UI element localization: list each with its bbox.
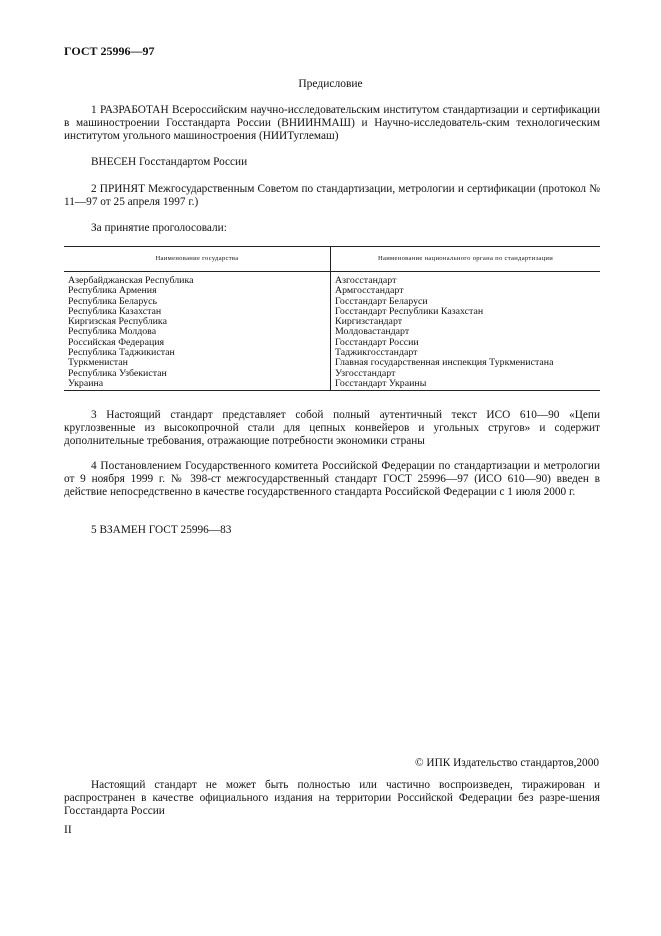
table-cell-state: Туркменистан <box>64 358 331 368</box>
paragraph-1-text: 1 РАЗРАБОТАН Всероссийским научно-исследовательским институтом стандартизации и сертификации в машиностроении Госстандарта России (ВНИИНМАШ) и Научно-исследователь-ским технологическим институтом угольного машиностроения (НИИТуглемаш) <box>64 104 600 142</box>
table-cell-body: Госстандарт России <box>335 336 419 348</box>
table-header-state: Наименование государства <box>64 247 331 272</box>
table-cell-state: Республика Молдова <box>64 327 331 337</box>
voting-table <box>64 246 600 391</box>
table-cell-body: Госстандарт Республики Казахстан <box>335 305 484 317</box>
page-number: II <box>64 824 72 836</box>
standard-code: ГОСТ 25996—97 <box>64 44 155 58</box>
table-cell-state: Республика Армения <box>64 286 331 296</box>
table-cell-state: Республика Казахстан <box>64 307 331 317</box>
table-cell-state: Республика Узбекистан <box>64 369 331 379</box>
table-header-row <box>64 247 600 272</box>
paragraph-5: 5 ВЗАМЕН ГОСТ 25996—83 <box>91 524 232 536</box>
table-row <box>64 379 600 391</box>
paragraph-2-text: 2 ПРИНЯТ Межгосударственным Советом по стандартизации, метрологии и сертификации (протокол № 11—97 от 25 апреля 1997 г.) <box>64 183 600 208</box>
table-cell-body: Узгосстандарт <box>335 367 396 379</box>
table-cell-state: Российская Федерация <box>64 338 331 348</box>
copyright-line: © ИПК Издательство стандартов,2000 <box>415 757 599 769</box>
table-cell-body: Госстандарт Украины <box>331 379 601 391</box>
table-row <box>64 272 600 287</box>
paragraph-4-text: 4 Постановлением Государственного комитета Российской Федерации по стандартизации и метрологии от 9 ноября 1999 г. № 398-ст межгосударственный стандарт ГОСТ 25996—97 (ИСО 610—90) введен в действие непосредственно в качестве государственного стандарта Российской Федерации с 1 июля 2000 г. <box>64 460 600 498</box>
table-cell-state: Украина <box>64 379 331 391</box>
reproduction-notice-text: Настоящий стандарт не может быть полностью или частично воспроизведен, тиражирован и распространен в качестве официального издания на территории Российской Федерации без разре-шения Госстандарта России <box>64 779 600 817</box>
table-cell-state: Азербайджанская Республика <box>64 272 331 287</box>
table-header-body: Наименование национального органа по стандартизации <box>331 247 601 272</box>
paragraph-voted: За принятие проголосовали: <box>91 222 227 234</box>
table-cell-state: Республика Таджикистан <box>64 348 331 358</box>
paragraph-4 <box>64 460 600 499</box>
table-cell-body: Главная государственная инспекция Туркменистана <box>335 357 554 369</box>
table-cell-body: Таджикгосстандарт <box>335 347 418 359</box>
table-cell-body: Армгосстандарт <box>335 285 404 297</box>
paragraph-2 <box>64 183 600 209</box>
table-row <box>64 369 600 379</box>
table-cell-state: Республика Беларусь <box>64 297 331 307</box>
reproduction-notice <box>64 779 600 818</box>
paragraph-3 <box>64 409 600 448</box>
table-cell-body: Молдовастандарт <box>335 326 410 338</box>
paragraph-1 <box>64 104 600 143</box>
paragraph-3-text: 3 Настоящий стандарт представляет собой полный аутентичный текст ИСО 610—90 «Цепи круглозвенные из высокопрочной стали для цепных конвейеров и угольных стругов» и содержит дополнительные требования, отражающие потребности экономики страны <box>64 409 600 447</box>
table-cell-body: Госстандарт Беларуси <box>335 295 428 307</box>
paragraph-vnesen: ВНЕСЕН Госстандартом России <box>91 156 248 168</box>
table-cell-state: Киргизская Республика <box>64 317 331 327</box>
table-cell-body: Киргизстандарт <box>335 316 403 328</box>
table-cell-body: Азгосстандарт <box>335 275 397 286</box>
page-title: Предисловие <box>298 78 363 90</box>
